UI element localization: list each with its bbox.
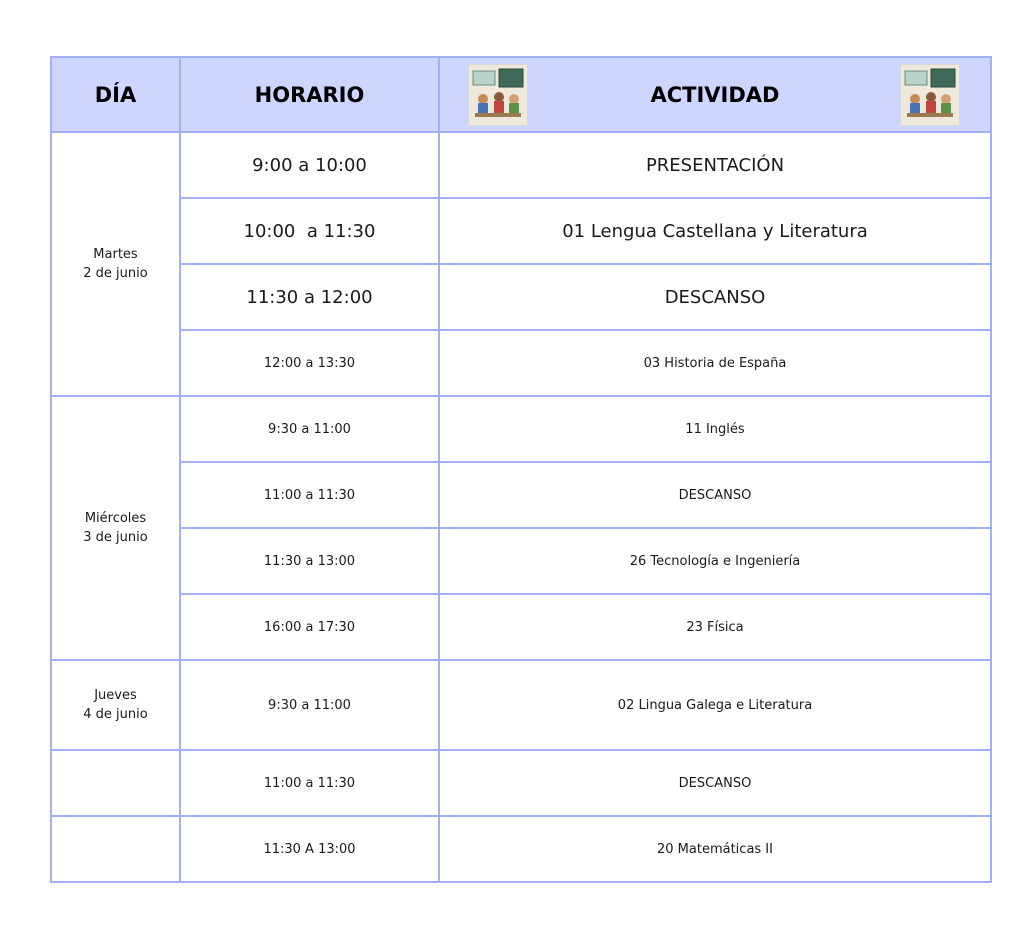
activity-cell: 11 Inglés — [439, 396, 991, 462]
empty-day-cell — [51, 816, 180, 882]
activity-cell: 01 Lengua Castellana y Literatura — [439, 198, 991, 264]
time-cell: 9:30 a 11:00 — [180, 660, 439, 750]
activity-cell: 02 Lingua Galega e Literatura — [439, 660, 991, 750]
activity-cell: DESCANSO — [439, 462, 991, 528]
time-cell: 9:00 a 10:00 — [180, 132, 439, 198]
day-cell: Jueves 4 de junio — [51, 660, 180, 750]
header-day: DÍA — [51, 57, 180, 132]
activity-cell: 03 Historia de España — [439, 330, 991, 396]
table-row — [51, 594, 991, 660]
activity-cell: 20 Matemáticas II — [439, 816, 991, 882]
time-cell: 11:00 a 11:30 — [180, 462, 439, 528]
time-cell: 11:30 A 13:00 — [180, 816, 439, 882]
table-row — [51, 330, 991, 396]
activity-cell: DESCANSO — [439, 750, 991, 816]
schedule-table — [50, 56, 992, 883]
time-cell: 11:30 a 13:00 — [180, 528, 439, 594]
header-row — [51, 57, 991, 132]
table-row — [51, 396, 991, 462]
table-row — [51, 264, 991, 330]
table-row — [51, 750, 991, 816]
empty-day-cell — [51, 750, 180, 816]
time-cell: 12:00 a 13:30 — [180, 330, 439, 396]
activity-cell: DESCANSO — [439, 264, 991, 330]
time-cell: 11:30 a 12:00 — [180, 264, 439, 330]
header-activity — [439, 57, 991, 132]
day-cell: Martes 2 de junio — [51, 132, 180, 396]
day-cell: Miércoles 3 de junio — [51, 396, 180, 660]
activity-cell: PRESENTACIÓN — [439, 132, 991, 198]
table-row — [51, 528, 991, 594]
table-row — [51, 198, 991, 264]
time-cell: 11:00 a 11:30 — [180, 750, 439, 816]
time-cell: 10:00 a 11:30 — [180, 198, 439, 264]
time-cell: 9:30 a 11:00 — [180, 396, 439, 462]
table-row — [51, 660, 991, 750]
header-activity-label: ACTIVIDAD — [650, 82, 780, 107]
table-row — [51, 816, 991, 882]
activity-cell: 26 Tecnología e Ingeniería — [439, 528, 991, 594]
header-time: HORARIO — [180, 57, 439, 132]
time-cell: 16:00 a 17:30 — [180, 594, 439, 660]
table-row — [51, 462, 991, 528]
activity-cell: 23 Física — [439, 594, 991, 660]
table-row — [51, 132, 991, 198]
classroom-illustration-icon — [900, 64, 960, 126]
classroom-illustration-icon — [468, 64, 528, 126]
